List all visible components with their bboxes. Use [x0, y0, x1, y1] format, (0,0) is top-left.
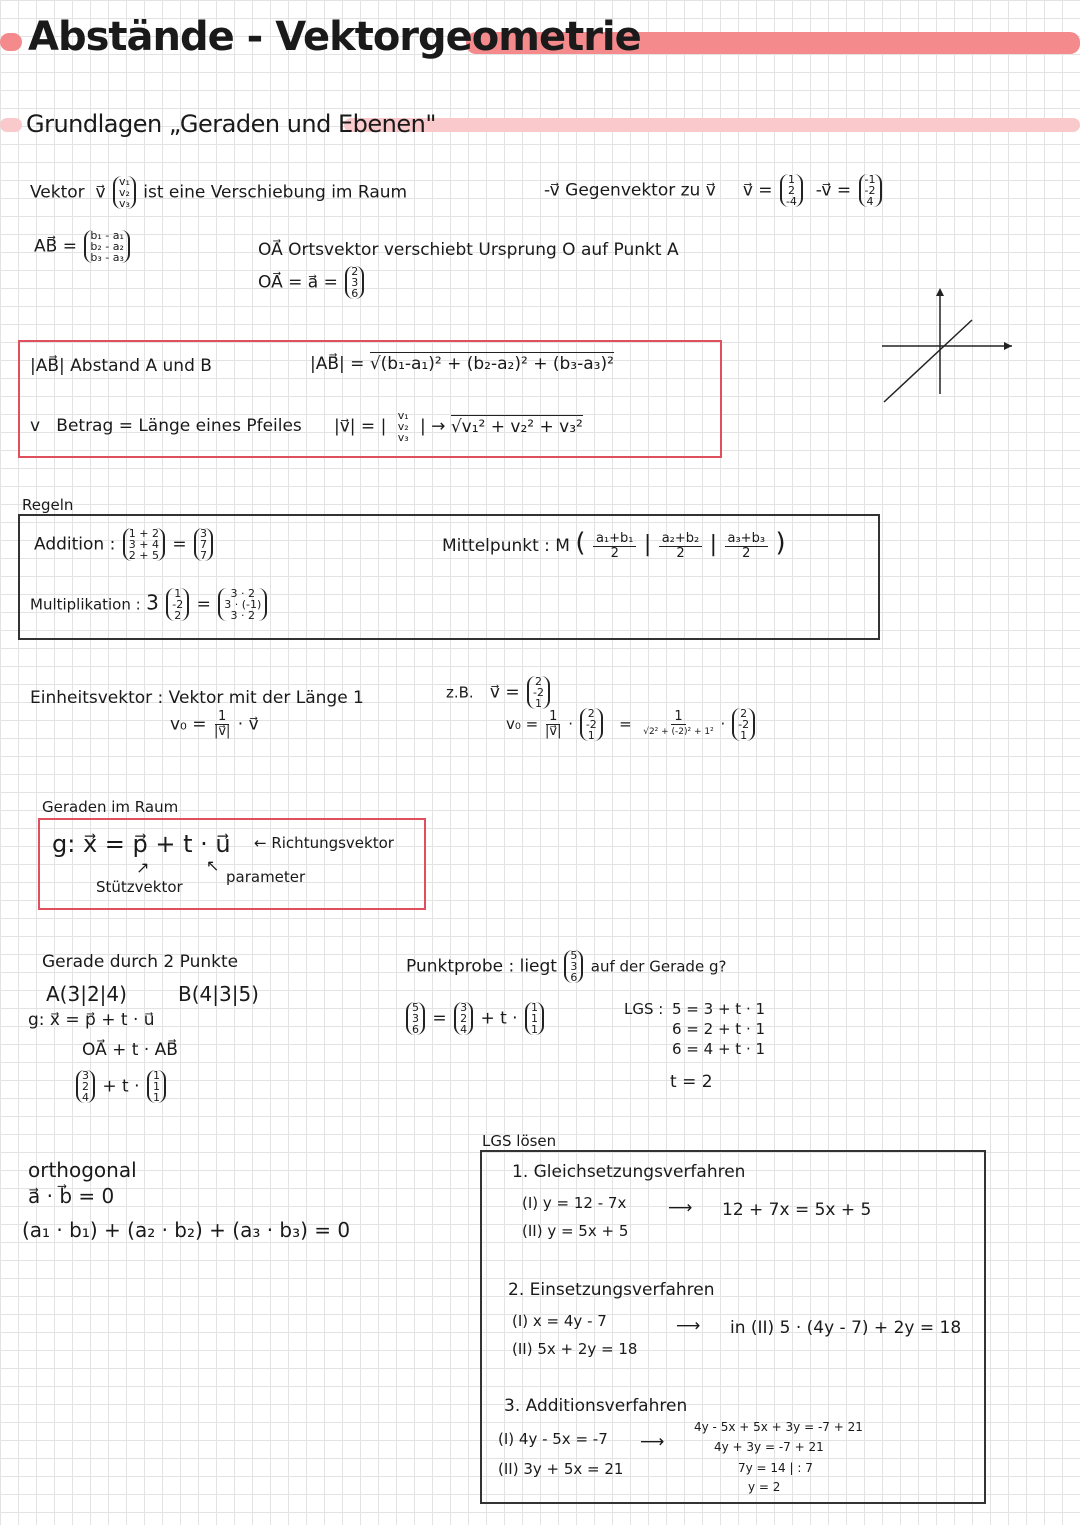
zp-a3: 4: [82, 1091, 89, 1104]
mp-num-3: a₃+b₃: [725, 532, 769, 547]
m3-eq2: (II) 3y + 5x = 21: [498, 1460, 624, 1478]
zwei-punkte-line1: g: x⃗ = p⃗ + t · u⃗: [28, 1010, 155, 1030]
m1-eq2: (II) y = 5x + 5: [522, 1222, 629, 1240]
richtungsvektor-text: Richtungsvektor: [271, 834, 394, 852]
mult-scalar: 3: [146, 590, 159, 615]
vektor-line: [30, 176, 407, 209]
betrag-desc: = Länge eines Pfeiles: [118, 416, 302, 436]
oa-eq-label: OA⃗ = a⃗ =: [258, 272, 338, 293]
abstand-line: [30, 356, 212, 376]
pp-e2: 3: [412, 1012, 419, 1025]
mp-sep-1: |: [643, 532, 652, 557]
oa-v3: 6: [351, 287, 359, 300]
mult-r2: 3 · (-1): [224, 598, 262, 611]
punktprobe-equation: [404, 1002, 546, 1035]
betrag-arrow: | →: [420, 416, 451, 437]
ab-c3: b₃ - a₃: [90, 251, 124, 264]
addition-left-vector: [123, 528, 165, 561]
pp-p1: 5: [570, 949, 578, 962]
zb-v0-2: -2: [585, 718, 597, 731]
mv-ex-3: 4: [866, 195, 874, 208]
ev-v0: v₀ =: [170, 714, 207, 735]
subtitle-highlight: [344, 118, 1080, 132]
pp-b1: 1: [531, 1001, 538, 1014]
mv-ex-1: -1: [864, 173, 876, 186]
pp-p2: 3: [570, 960, 578, 973]
point-a: A(3|2|4): [46, 982, 127, 1006]
zwei-punkte-label: Gerade durch 2 Punkte: [42, 952, 239, 972]
mult-r3: 3 · 2: [230, 609, 256, 622]
pp-vec-a: [454, 1002, 473, 1035]
m1-arrow: ⟶: [668, 1198, 693, 1218]
add-r3: 7: [200, 549, 208, 562]
m2-eq1: (I) x = 4y - 7: [512, 1312, 607, 1330]
zb-v0-vector: [580, 708, 603, 741]
zp-a1: 3: [82, 1069, 89, 1082]
zb-dot1: ·: [568, 715, 574, 733]
addition-line: [34, 528, 215, 561]
punktprobe-suffix: auf der Gerade g?: [590, 957, 727, 976]
mittelpunkt-M: M: [555, 536, 570, 556]
subtitle-dot: [0, 118, 22, 132]
zb-denominator: √2² + (-2)² + 1²: [643, 727, 714, 737]
mittelpunkt-line: [442, 528, 786, 561]
betrag-line: [30, 416, 302, 436]
punktprobe-line: [406, 950, 726, 983]
m1-result: 12 + 7x = 5x + 5: [722, 1200, 872, 1220]
pp-e1: 5: [412, 1001, 419, 1014]
abs-ab-symbol: |AB⃗|: [30, 356, 71, 376]
einheitsvektor-label: Einheitsvektor : Vektor mit der Länge 1: [30, 688, 364, 708]
pp-e3: 6: [412, 1023, 419, 1036]
oa-symbol: OA⃗: [258, 240, 289, 260]
mp-frac-2: [659, 532, 703, 561]
abs-ab-eq: |AB⃗| =: [310, 354, 370, 374]
oa-desc: Ortsvektor verschiebt Ursprung O auf Punkt A: [288, 240, 679, 260]
mp-sep-2: |: [709, 532, 718, 557]
zwei-punkte-line2: OA⃗ + t · AB⃗: [82, 1040, 178, 1060]
zb-v2: -2: [533, 686, 545, 699]
lgs-eq-1: 5 = 3 + t · 1: [672, 1000, 766, 1018]
mittelpunkt-label: Mittelpunkt :: [442, 536, 550, 556]
gegenvektor-line: [544, 174, 884, 207]
vektor-desc: ist eine Verschiebung im Raum: [143, 182, 408, 203]
add-l3: 2 + 5: [128, 549, 159, 562]
add-l1: 1 + 2: [128, 527, 159, 540]
ev-frac: $\frac{1}{|v⃗|}$: [213, 709, 231, 739]
zb-v0b-2: -2: [738, 718, 750, 731]
zb-frac-1: $\frac{1}{|v⃗|}$: [545, 709, 562, 739]
zb-line: [446, 676, 552, 709]
m3-step-2: 4y + 3y = -7 + 21: [714, 1440, 824, 1454]
mult-v3: 2: [174, 609, 182, 622]
add-l2: 3 + 4: [128, 538, 159, 551]
einheitsvektor-formula: [170, 710, 259, 739]
v-ex-2: 2: [787, 184, 795, 197]
title-dot: [0, 33, 22, 51]
add-r2: 7: [200, 538, 208, 551]
mp-den-2: 2: [676, 545, 685, 561]
minus-v-eq: -v⃗ =: [810, 180, 852, 201]
punktprobe-result: t = 2: [670, 1072, 713, 1092]
ab-c1: b₁ - a₁: [90, 229, 124, 242]
punktprobe-label: Punktprobe : liegt: [406, 956, 557, 977]
zb-frac-2: $\frac{1}{\text{√2² + (-2)² + 1²}}$: [643, 709, 714, 737]
m3-arrow: ⟶: [640, 1432, 665, 1452]
pp-plus-t: + t ·: [480, 1008, 518, 1029]
pp-p3: 6: [570, 971, 578, 984]
zp-vec-a: [76, 1070, 95, 1103]
m1-title: 1. Gleichsetzungsverfahren: [512, 1162, 746, 1182]
m2-eq2: (II) 5x + 2y = 18: [512, 1340, 638, 1358]
zb-v: v⃗ =: [479, 682, 520, 703]
addition-eq: =: [172, 534, 187, 555]
multiplikation-label: Multiplikation :: [30, 595, 141, 614]
multiplikation-line: [30, 588, 269, 621]
addition-label: Addition :: [34, 534, 116, 555]
mp-paren-open: (: [575, 528, 586, 558]
mp-frac-3: [725, 532, 769, 561]
abstand-label: Abstand A und B: [70, 356, 212, 376]
regeln-label: Regeln: [22, 496, 74, 514]
m2-arrow: ⟶: [676, 1316, 701, 1336]
mult-vector: [166, 588, 189, 621]
mp-frac-1: [593, 532, 637, 561]
zp-b3: 1: [152, 1091, 160, 1104]
zb-vector: [527, 676, 550, 709]
gegenvektor-desc: Gegenvektor zu: [565, 180, 701, 201]
pp-a3: 4: [460, 1023, 468, 1036]
add-r1: 3: [200, 527, 208, 540]
m3-step-1: 4y - 5x + 5x + 3y = -7 + 21: [694, 1420, 863, 1434]
pp-a2: 2: [460, 1012, 468, 1025]
v-ex-3: -4: [785, 195, 797, 208]
v-small: v: [30, 416, 57, 436]
zb-v0-vector-2: [732, 708, 755, 741]
punktprobe-point: [564, 950, 583, 983]
m2-title: 2. Einsetzungsverfahren: [508, 1280, 715, 1300]
pp-a1: 3: [460, 1001, 468, 1014]
point-b: B(4|3|5): [178, 982, 259, 1006]
lgs-label: LGS :: [624, 1000, 664, 1018]
v-example-vector: [780, 174, 803, 207]
m1-eq1: (I) y = 12 - 7x: [522, 1194, 627, 1212]
oa-vector: [345, 266, 364, 299]
zb-v3: 1: [535, 697, 543, 710]
abstand-formula-line: [310, 354, 614, 374]
orthogonal-label: orthogonal: [28, 1158, 137, 1182]
zp-vec-b: [147, 1070, 166, 1103]
mult-result-vector: [218, 588, 267, 621]
pp-vec-b: [525, 1002, 544, 1035]
zb-v0-3: 1: [587, 729, 595, 742]
minus-v-symbol: -v⃗: [544, 180, 566, 201]
vektor-symbol: v⃗: [90, 182, 106, 203]
v-symbol: v⃗ v⃗ =: [705, 180, 773, 201]
lgs-eq-3: 6 = 4 + t · 1: [672, 1040, 766, 1058]
mv-ex-2: -2: [864, 184, 876, 197]
mp-den-1: 2: [610, 545, 619, 561]
zb-v0: v₀ =: [506, 715, 539, 733]
m3-step-3: 7y = 14 | : 7: [738, 1461, 813, 1475]
betrag-eq: |v⃗| = |: [334, 416, 387, 437]
mp-den-3: 2: [742, 545, 751, 561]
geraden-label: Geraden im Raum: [42, 798, 179, 816]
stuetzvektor-label: Stützvektor: [96, 878, 183, 896]
vektor-label: Vektor: [30, 182, 85, 203]
zb-v0b-1: 2: [740, 707, 748, 720]
m3-eq1: (I) 4y - 5x = -7: [498, 1430, 608, 1448]
v-ex-1: 1: [787, 173, 795, 186]
betrag-components: v₁ v₂ v₃: [397, 409, 409, 444]
mp-paren-close: ): [775, 528, 786, 558]
mult-eq: =: [196, 594, 211, 615]
zb-v1: 2: [535, 675, 543, 688]
richtungsvektor-label: [254, 834, 394, 852]
oa-line: [258, 240, 679, 260]
addition-result-vector: [194, 528, 213, 561]
zb-v0-line: [506, 708, 757, 741]
stuetz-arrow: ↗: [136, 858, 150, 877]
abstand-formula: √(b₁-a₁)² + (b₂-a₂)² + (b₃-a₃)²: [369, 354, 614, 374]
minus-v-example-vector: [859, 174, 882, 207]
ab-vector-def: [34, 230, 132, 263]
oa-eq: [258, 266, 366, 299]
oa-v1: 2: [351, 265, 359, 278]
mult-v2: -2: [172, 598, 184, 611]
zp-a2: 2: [82, 1080, 89, 1093]
lgs-eq-2: 6 = 2 + t · 1: [672, 1020, 766, 1038]
coordinate-axes-sketch: [876, 284, 1026, 404]
m3-title: 3. Additionsverfahren: [504, 1396, 688, 1416]
pp-b2: 1: [531, 1012, 538, 1025]
zp-plus-t: + t ·: [102, 1076, 140, 1097]
betrag-formula: √v₁² + v₂² + v₃²: [450, 416, 583, 437]
geraden-formula: g: x⃗ = p⃗ + t · u⃗: [52, 830, 231, 858]
pp-eq-point: [406, 1002, 425, 1035]
section-subtitle: Grundlagen „Geraden und Ebenen": [26, 110, 436, 138]
vektor-components: v₁ v₂ v₃: [113, 176, 136, 209]
zp-b1: 1: [152, 1069, 160, 1082]
mp-num-2: a₂+b₂: [659, 532, 703, 547]
ab-components: [84, 230, 130, 263]
param-arrow: ↖: [206, 856, 220, 875]
ev-times-v: · v⃗: [237, 714, 259, 735]
orthogonal-line2: (a₁ · b₁) + (a₂ · b₂) + (a₃ · b₃) = 0: [22, 1218, 351, 1242]
zb-v0-1: 2: [587, 707, 595, 720]
mult-r1: 3 · 2: [230, 587, 256, 600]
betrag-label: Betrag: [56, 416, 114, 436]
ab-symbol: AB⃗ =: [34, 236, 77, 257]
zwei-punkte-line3: [74, 1070, 168, 1103]
zb-label: z.B.: [446, 683, 474, 702]
lgs-loesen-label: LGS lösen: [482, 1132, 557, 1150]
page-title: Abstände - Vektorgeometrie: [28, 14, 641, 60]
ab-c2: b₂ - a₂: [90, 240, 124, 253]
richtung-arrow: ←: [254, 834, 272, 852]
zb-dot2: ·: [720, 715, 726, 733]
zb-eq2: =: [609, 715, 637, 733]
betrag-formula-line: [334, 410, 583, 443]
pp-b3: 1: [531, 1023, 538, 1036]
m3-step-4: y = 2: [748, 1480, 781, 1494]
zp-b2: 1: [152, 1080, 160, 1093]
m2-result: in (II) 5 · (4y - 7) + 2y = 18: [730, 1318, 962, 1338]
pp-eq-sign: =: [432, 1008, 447, 1029]
mult-v1: 1: [174, 587, 182, 600]
mp-num-1: a₁+b₁: [593, 532, 637, 547]
zb-v0b-3: 1: [740, 729, 748, 742]
parameter-label: parameter: [226, 868, 306, 886]
orthogonal-line1: a⃗ · b⃗ = 0: [28, 1184, 115, 1208]
oa-v2: 3: [351, 276, 359, 289]
